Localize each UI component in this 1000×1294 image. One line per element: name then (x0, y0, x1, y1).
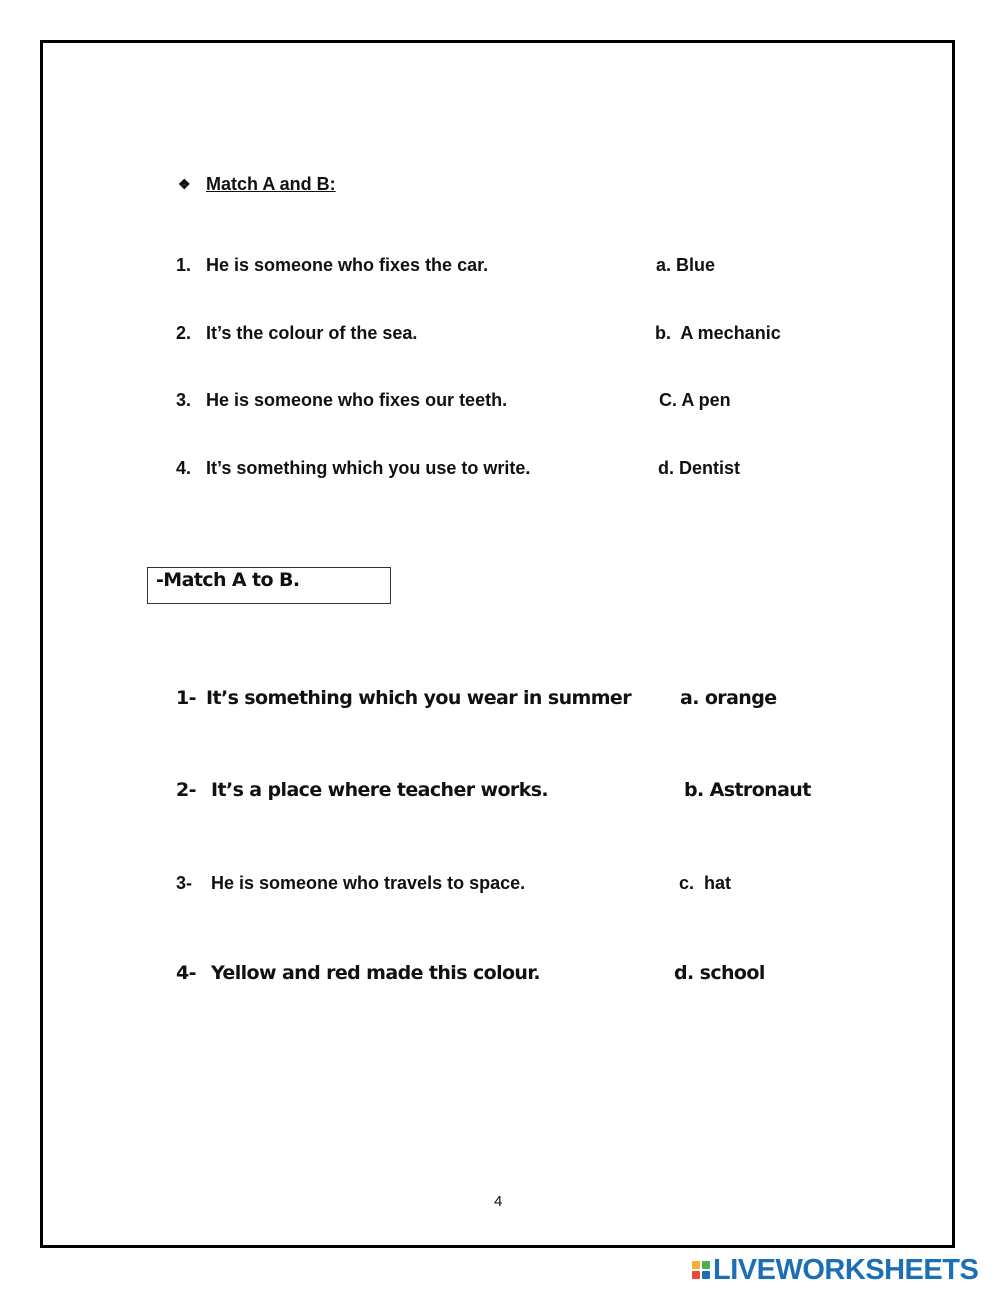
item-number: 4- (176, 962, 196, 984)
section2-heading-box (147, 567, 391, 604)
item-number: 3- (176, 873, 193, 893)
logo-square (692, 1271, 700, 1279)
section1-title: Match A and B: (206, 174, 336, 194)
section2-item-1 (176, 687, 631, 709)
logo-square (702, 1261, 710, 1269)
section1-item-2 (176, 323, 417, 344)
section1-item-3 (176, 390, 507, 411)
section1-answer-c: C. A pen (659, 390, 731, 410)
section1-item-4 (176, 458, 530, 479)
section2-answer-c: c. hat (679, 873, 732, 893)
section2-item-4 (176, 962, 540, 984)
section2-answer-d: d. school (674, 962, 765, 984)
section2-item-2 (176, 779, 548, 801)
section2-title: -Match A to B. (156, 569, 300, 591)
item-number: 2- (176, 779, 196, 801)
item-text: It’s something which you use to write. (206, 458, 531, 478)
diamond-bullet-icon: ❖ (178, 176, 191, 192)
logo-square (692, 1261, 700, 1269)
page-border (40, 40, 955, 1248)
section2-answer-a: a. orange (680, 687, 777, 709)
item-text: He is someone who travels to space. (211, 873, 526, 893)
logo-square (702, 1271, 710, 1279)
item-number: 4. (176, 458, 192, 478)
item-text: Yellow and red made this colour. (211, 962, 541, 984)
logo-squares-icon (692, 1261, 710, 1279)
item-number: 1- (176, 687, 196, 709)
liveworksheets-logo (692, 1255, 978, 1285)
logo-text: LIVEWORKSHEETS (713, 1253, 979, 1286)
section1-answer-b: b. A mechanic (655, 323, 781, 343)
section1-answer-d: d. Dentist (658, 458, 741, 478)
item-text: It’s something which you wear in summer (206, 687, 631, 709)
section1-answer-a: a. Blue (656, 255, 716, 275)
section2-item-3 (176, 873, 525, 894)
item-number: 2. (176, 323, 192, 343)
item-text: It’s a place where teacher works. (211, 779, 549, 801)
item-number: 3. (176, 390, 192, 410)
section1-heading (178, 174, 336, 195)
page-number: 4 (494, 1193, 503, 1210)
item-text: It’s the colour of the sea. (206, 323, 418, 343)
item-text: He is someone who fixes our teeth. (206, 390, 508, 410)
item-number: 1. (176, 255, 192, 275)
item-text: He is someone who fixes the car. (206, 255, 489, 275)
section2-answer-b: b. Astronaut (684, 779, 811, 801)
section1-item-1 (176, 255, 488, 276)
